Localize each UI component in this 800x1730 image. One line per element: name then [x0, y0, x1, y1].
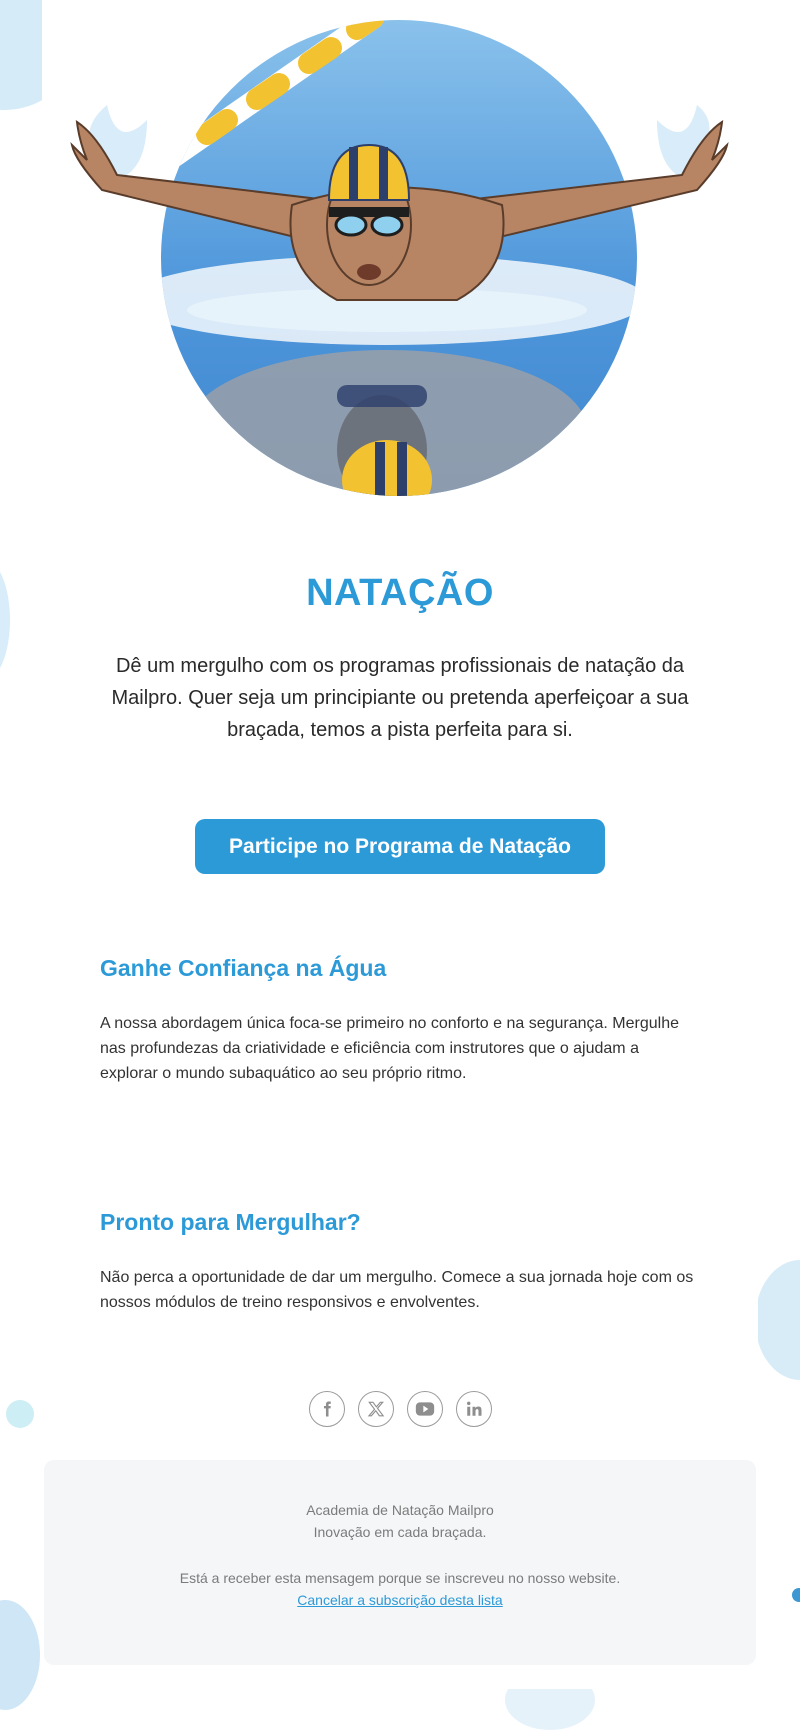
intro-text: Dê um mergulho com os programas profissionais de natação da Mailpro. Quer seja um principiante ou pretenda aperfeiçoar a sua braçada, temos a pista perfeita para si. — [111, 655, 689, 741]
social-links — [0, 1391, 800, 1431]
x-twitter-icon[interactable] — [358, 1391, 394, 1427]
swimmer-illustration — [57, 10, 747, 510]
decor-bubble — [792, 1588, 800, 1602]
unsubscribe-link[interactable]: Cancelar a subscrição desta lista — [297, 1592, 503, 1608]
join-program-button[interactable]: Participe no Programa de Natação — [195, 819, 605, 874]
footer-org: Academia de Natação Mailpro — [306, 1502, 494, 1518]
youtube-icon[interactable] — [407, 1391, 443, 1427]
footer-tagline: Inovação em cada braçada. — [313, 1524, 487, 1540]
section-body-ready: Não perca a oportunidade de dar um mergulho. Comece a sua jornada hoje com os nossos módulos de treino responsivos e envolventes. — [100, 1269, 694, 1311]
facebook-icon[interactable] — [309, 1391, 345, 1427]
footer-notice: Está a receber esta mensagem porque se inscreveu no nosso website. — [179, 1570, 621, 1586]
decor-bubble — [755, 1260, 800, 1380]
section-heading-confidence: Ganhe Confiança na Água — [100, 955, 387, 981]
decor-bubble — [0, 1600, 40, 1710]
section-body-confidence: A nossa abordagem única foca-se primeiro no conforto e na segurança. Mergulhe nas profundezas da criatividade e eficiência com instrutores que o ajudam a explorar o mundo subaquático ao seu próprio ritmo. — [100, 1015, 680, 1082]
section-heading-ready: Pronto para Mergulhar? — [100, 1209, 361, 1235]
page-title: NATAÇÃO — [306, 572, 494, 614]
linkedin-icon[interactable] — [456, 1391, 492, 1427]
footer — [44, 1460, 756, 1665]
